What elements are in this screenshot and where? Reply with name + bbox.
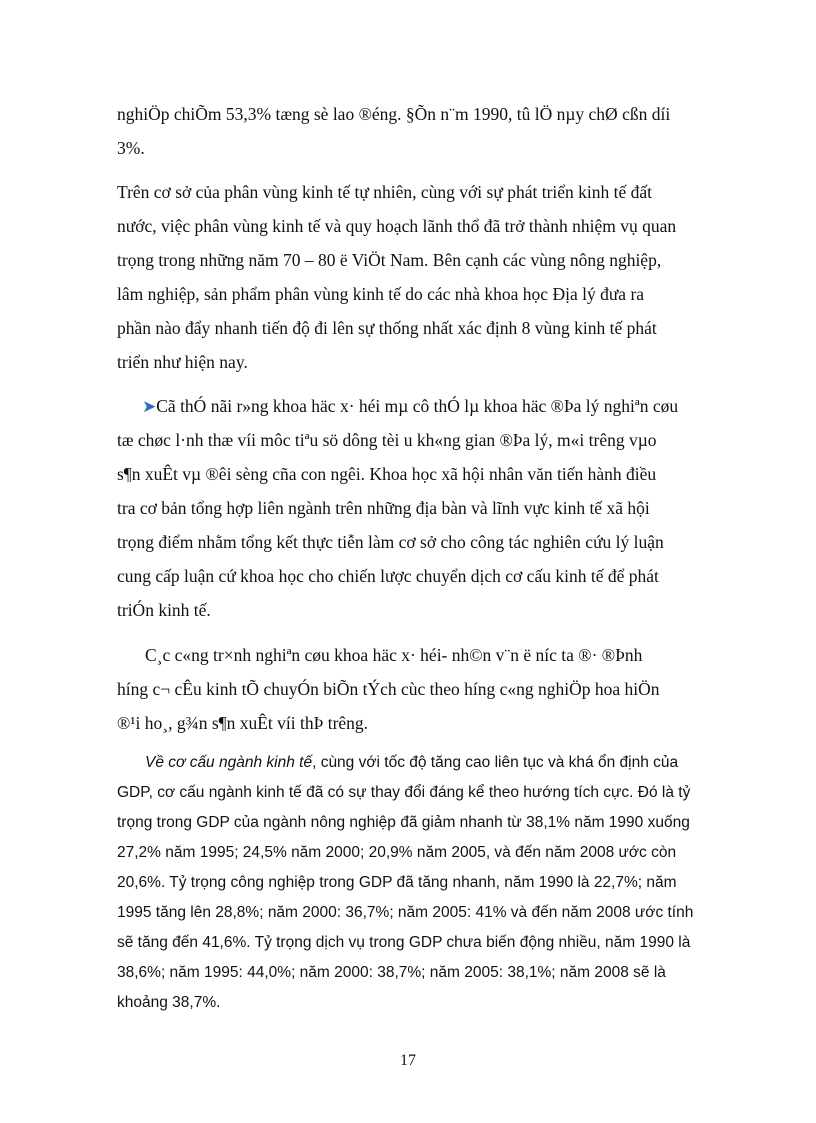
page-number: 17: [400, 1052, 416, 1069]
text-line: Trên cơ sở của phân vùng kinh tế tự nhiên, cùng với sự phát triển kinh tế đất: [117, 182, 653, 202]
text-line: s¶n xuÊt vµ ®êi sèng cña con ngêi. Khoa học xã hội nhân văn tiến hành điều: [117, 464, 657, 484]
text-line: lâm nghiệp, sản phẩm phân vùng kinh tế do các nhà khoa học Địa lý đưa ra: [117, 284, 645, 304]
text-line: triÓn kinh tế.: [117, 600, 211, 620]
italic-lead: Về cơ cấu ngành kinh tế: [145, 754, 313, 771]
text-line: 38,6%; năm 1995: 44,0%; năm 2000: 38,7%; năm 2005: 38,1%; năm 2008 sẽ là: [117, 964, 666, 981]
text-line: nghiÖp chiÕm 53,3% tæng sè lao ®éng. §Õn n¨m 1990, tû lÖ nµy chØ cßn díi: [117, 104, 671, 124]
text-line: 3%.: [117, 138, 145, 158]
text-line: C¸c c«ng tr×nh nghiªn cøu khoa häc x· héi- nh©n v¨n ë níc ta ®· ®Þnh: [145, 645, 643, 665]
text-line: 27,2% năm 1995; 24,5% năm 2000; 20,9% năm 2005, và đến năm 2008 ước còn: [117, 844, 677, 861]
text-line: triển như hiện nay.: [117, 352, 248, 372]
text-line: híng c¬ cÊu kinh tÕ chuyÓn biÕn tÝch cùc theo híng c«ng nghiÖp hoa hiÖn: [117, 679, 660, 699]
text-line: khoảng 38,7%.: [117, 994, 221, 1011]
text-line: 1995 tăng lên 28,8%; năm 2000: 36,7%; năm 2005: 41% và đến năm 2008 ước tính: [117, 904, 694, 921]
text-line-content: Cã thÓ nãi r»ng khoa häc x· héi mµ cô thÓ lµ khoa häc ®Þa lý nghiªn cøu: [156, 396, 679, 416]
text-line: 20,6%. Tỷ trọng công nghiệp trong GDP đã tăng nhanh, năm 1990 là 22,7%; năm: [117, 874, 677, 891]
text-line: GDP, cơ cấu ngành kinh tế đã có sự thay đổi đáng kể theo hướng tích cực. Đó là tỷ: [117, 784, 691, 801]
text-line: nước, việc phân vùng kinh tế và quy hoạch lãnh thổ đã trở thành nhiệm vụ quan: [117, 216, 677, 236]
arrow-bullet-icon: ➤: [142, 397, 157, 417]
text-line: trọng điểm nhằm tổng kết thực tiễn làm cơ sở cho công tác nghiên cứu lý luận: [117, 532, 664, 552]
text-line: ®¹i ho¸, g¾n s¶n xuÊt víi thÞ trêng.: [117, 713, 369, 733]
text-line: [142, 396, 678, 417]
text-line: [145, 753, 678, 773]
text-line: cung cấp luận cứ khoa học cho chiến lược chuyển dịch cơ cấu kinh tế để phát: [117, 566, 659, 586]
text-line: phần nào đẩy nhanh tiến độ đi lên sự thống nhất xác định 8 vùng kinh tế phát: [117, 318, 657, 338]
text-line: tæ chøc l·nh thæ víi môc tiªu sö dông tèi u kh«ng gian ®Þa lý, m«i trêng vµo: [117, 430, 657, 450]
text-line: trọng trong những năm 70 – 80 ë ViÖt Nam. Bên cạnh các vùng nông nghiệp,: [117, 250, 662, 270]
text-line-content: , cùng với tốc độ tăng cao liên tục và khá ổn định của: [312, 754, 679, 771]
text-line: tra cơ bản tổng hợp liên ngành trên những địa bàn và lĩnh vực kinh tế xã hội: [117, 498, 650, 518]
text-line: sẽ tăng đến 41,6%. Tỷ trọng dịch vụ trong GDP chưa biến động nhiều, năm 1990 là: [117, 934, 691, 951]
text-line: trọng trong GDP của ngành nông nghiệp đã giảm nhanh từ 38,1% năm 1990 xuống: [117, 814, 690, 831]
